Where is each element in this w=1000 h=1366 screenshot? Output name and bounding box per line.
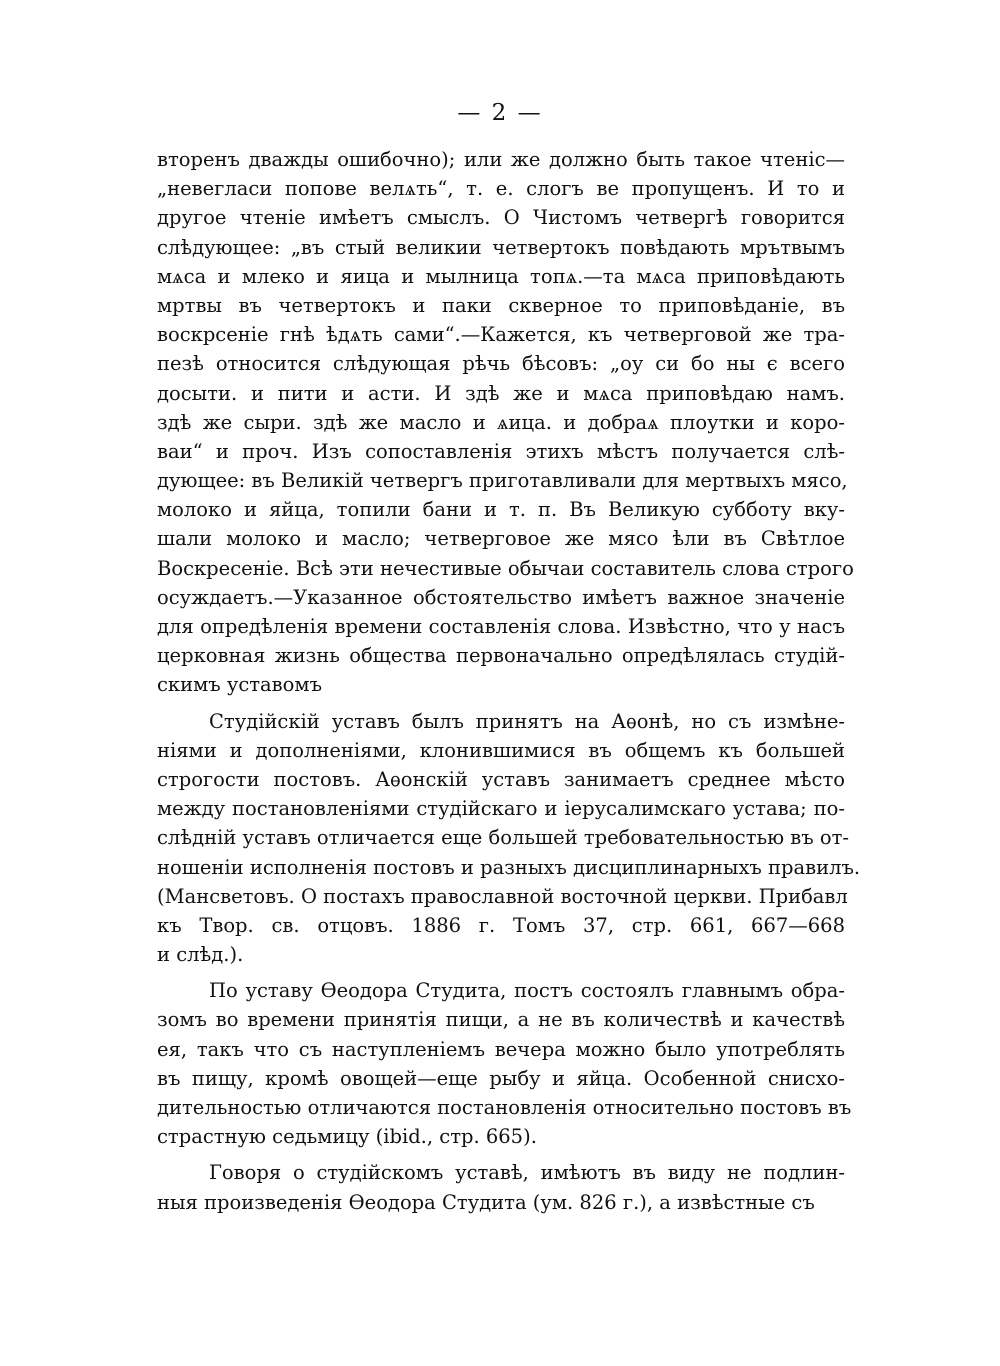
text-line: „невегласи попове велѧть“, т. е. слогъ ве пропущенъ. И то и	[157, 177, 845, 201]
text-line: церковная жизнь общества первоначально опредѣлялась студій-	[157, 644, 845, 668]
text-line: скимъ уставомъ	[157, 673, 322, 697]
text-line: (Мансветовъ. О постахъ православной восточной церкви. Прибавл	[157, 884, 848, 908]
paragraph	[157, 1158, 845, 1216]
text-line: шали молоко и масло; четверговое же мясо ѣли въ Свѣтлое	[157, 527, 845, 551]
text-line: Воскресеніе. Всѣ эти нечестивые обычаи составитель слова строго	[157, 556, 854, 580]
text-line: дующее: въ Великій четвергъ приготавливали для мертвыхъ мясо,	[157, 469, 848, 493]
text-line: мртвы въ четвертокъ и паки скверное то приповѣданіе, въ	[157, 293, 845, 317]
text-line: слѣдній уставъ отличается еще большей требовательностью въ от-	[157, 826, 849, 850]
text-line: вторенъ дважды ошибочно); или же должно быть такое чтеніс—	[157, 148, 845, 171]
page-number: — 2 —	[457, 100, 543, 126]
body-text	[157, 145, 861, 1217]
text-line: ея, такъ что съ наступленіемъ вечера можно было употреблять	[157, 1037, 845, 1061]
text-line: и слѣд.).	[157, 943, 244, 967]
text-line: осуждаетъ.—Указанное обстоятельство имѣетъ важное значеніе	[157, 585, 845, 609]
text-line: для опредѣленія времени составленія слова. Извѣстно, что у насъ	[157, 615, 845, 638]
text-line: Говоря о студійскомъ уставѣ, имѣютъ въ виду не подлин-	[209, 1161, 845, 1185]
text-line: здѣ же сыри. здѣ же масло и ѧица. и добраѧ плоутки и коро-	[157, 410, 845, 434]
text-line: Студійскій уставъ былъ принятъ на Аѳонѣ, но съ измѣне-	[209, 709, 845, 733]
text-line: мѧса и млеко и яица и мылница топѧ.—та мѧса приповѣдають	[157, 264, 845, 288]
paragraph	[157, 707, 861, 970]
text-line: къ Твор. св. отцовъ. 1886 г. Томъ 37, стр. 661, 667—668	[157, 913, 845, 937]
text-line: ношеніи исполненія постовъ и разныхъ дисциплинарныхъ правилъ.	[157, 855, 861, 879]
text-line: слѣдующее: „въ стый великии четвертокъ повѣдають мрътвымъ	[157, 235, 845, 259]
paragraph-gap	[157, 700, 845, 707]
text-line: По уставу Ѳеодора Студита, постъ состоялъ главнымъ обра-	[209, 979, 845, 1003]
text-line: досыти. и пити и асти. И здѣ же и мѧса приповѣдаю намъ.	[157, 381, 845, 405]
text-line: ніями и дополненіями, клонившимися въ общемъ къ большей	[157, 738, 845, 762]
text-line: ваи“ и проч. Изъ сопоставленія этихъ мѣстъ получается слѣ-	[157, 439, 845, 463]
text-line: зомъ во времени принятія пищи, а не въ количествѣ и качествѣ	[157, 1008, 845, 1032]
paragraph	[157, 145, 854, 700]
paragraph-gap	[157, 1151, 845, 1158]
text-line: между постановленіями студійскаго и іерусалимскаго устава; по-	[157, 797, 845, 821]
text-line: въ пищу, кромѣ овощей—еще рыбу и яйца. Особенной снисхо-	[157, 1066, 845, 1090]
text-line: другое чтеніе имѣетъ смыслъ. О Чистомъ четвергѣ говорится	[157, 206, 845, 230]
text-line: воскрсеніе гнѣ ѣдѧть сами“.—Кажется, къ четверговой же тра-	[157, 323, 845, 347]
paragraph	[157, 976, 852, 1151]
text-line: дительностью отличаются постановленія относительно постовъ въ	[157, 1096, 852, 1119]
text-line: молоко и яйца, топили бани и т. п. Въ Великую субботу вку-	[157, 498, 845, 522]
paragraph-gap	[157, 969, 845, 976]
text-line: строгости постовъ. Аѳонскій уставъ занимаетъ среднее мѣсто	[157, 767, 845, 791]
text-line: пезѣ относится слѣдующая рѣчь бѣсовъ: „оу си бо ны є всего	[157, 352, 845, 376]
text-line: ныя произведенія Ѳеодора Студита (ум. 826 г.), а извѣстные съ	[157, 1190, 815, 1214]
text-line: страстную седьмицу (ibid., стр. 665).	[157, 1125, 537, 1149]
